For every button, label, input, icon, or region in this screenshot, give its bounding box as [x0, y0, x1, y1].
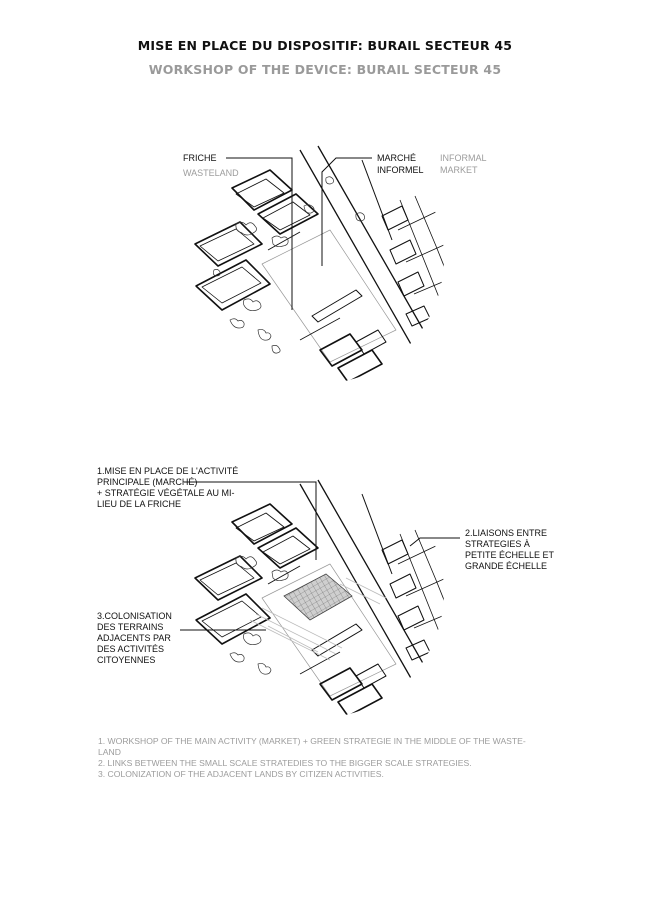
label-wasteland: WASTELAND	[183, 168, 239, 178]
label-informal: INFORMAL	[440, 153, 487, 163]
footnote-line: 3. COLONIZATION OF THE ADJACENT LANDS BY CITIZEN ACTIVITIES.	[98, 769, 384, 779]
label-informel: INFORMEL	[377, 165, 424, 175]
annotation-2-line: GRANDE ÉCHELLE	[465, 561, 548, 571]
footnotes	[98, 736, 568, 780]
annotation-3-line: ADJACENTS PAR	[97, 633, 171, 643]
annotation-1-line: + STRATÉGIE VÉGÉTALE AU MI-	[97, 488, 235, 498]
footnote-line: LAND	[98, 747, 121, 757]
annotation-2	[465, 528, 554, 572]
annotation-1-line: PRINCIPALE (MARCHÉ)	[97, 477, 198, 487]
annotation-3-line: DES ACTIVITÉS	[97, 644, 165, 654]
label-marche: MARCHÉ	[377, 153, 417, 163]
map-1-drawing	[195, 146, 456, 382]
annotation-2-line: PETITE ÉCHELLE ET	[465, 550, 555, 560]
annotation-3	[97, 611, 172, 666]
map-2-drawing	[195, 480, 456, 716]
market-grid-area	[284, 574, 352, 620]
page-title-fr: MISE EN PLACE DU DISPOSITIF: BURAIL SECTEUR 45	[137, 38, 513, 53]
annotation-1-line: 1.MISE EN PLACE DE L'ACTIVITÉ	[97, 466, 239, 476]
footnote-line: 1. WORKSHOP OF THE MAIN ACTIVITY (MARKET) + GREEN STRATEGIE IN THE MIDDLE OF THE WASTE-	[98, 736, 526, 746]
annotation-1-line: LIEU DE LA FRICHE	[97, 499, 182, 509]
label-friche: FRICHE	[183, 153, 217, 163]
annotation-3-line: DES TERRAINS	[97, 622, 164, 632]
annotation-2-line: STRATEGIES À	[465, 539, 530, 549]
page-title-en: WORKSHOP OF THE DEVICE: BURAIL SECTEUR 45	[148, 62, 502, 77]
footnote-line: 2. LINKS BETWEEN THE SMALL SCALE STRATEDIES TO THE BIGGER SCALE STRATEGIES.	[98, 758, 472, 768]
label-market: MARKET	[440, 165, 478, 175]
annotation-3-line: CITOYENNES	[97, 655, 156, 665]
annotation-1	[97, 466, 238, 510]
annotation-2-line: 2.LIAISONS ENTRE	[465, 528, 548, 538]
annotation-3-line: 3.COLONISATION	[97, 611, 172, 621]
